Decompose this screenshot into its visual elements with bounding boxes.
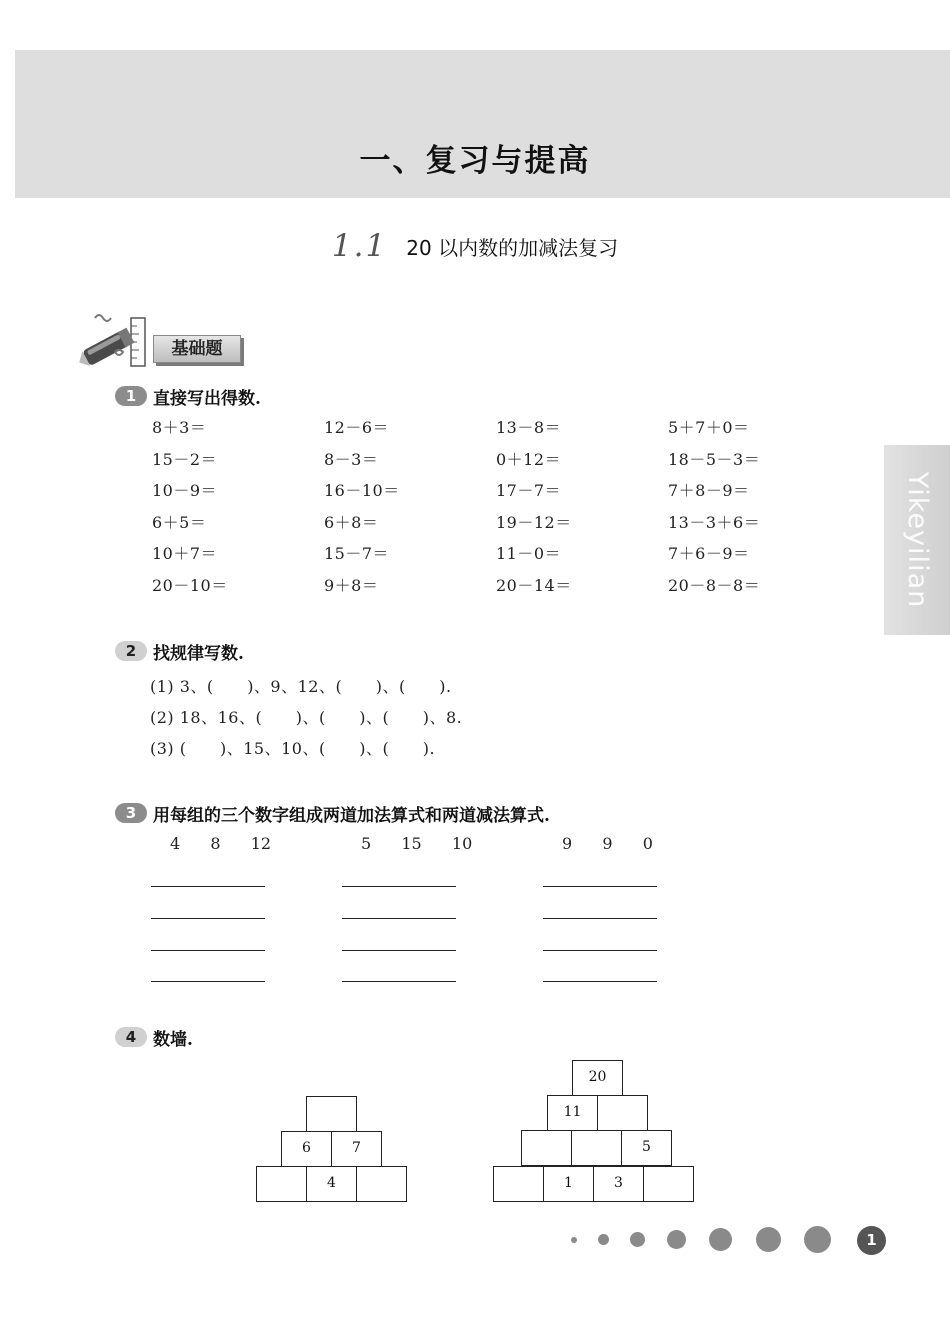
wall-brick[interactable]	[493, 1166, 544, 1202]
problem: 19－12＝	[496, 512, 572, 532]
problem: 15－2＝	[152, 449, 218, 469]
badge-label: 基础题	[153, 335, 241, 363]
decorative-dot	[709, 1228, 732, 1251]
pattern-line-2: (2) 18、16、( )、( )、( )、8.	[150, 708, 463, 727]
wall-brick: 5	[621, 1130, 672, 1166]
wall-brick[interactable]	[597, 1095, 648, 1131]
answer-line[interactable]	[543, 918, 657, 919]
question-4-header	[115, 1025, 193, 1049]
answer-line[interactable]	[151, 918, 265, 919]
wall-brick[interactable]	[306, 1096, 357, 1132]
answer-line[interactable]	[151, 981, 265, 982]
question-number-badge: 3	[115, 803, 147, 823]
question-prompt: 数墙.	[153, 1029, 193, 1050]
answer-line[interactable]	[342, 886, 456, 887]
problem: 11－0＝	[496, 544, 562, 564]
problem: 12－6＝	[324, 418, 390, 437]
section-title: 20 以内数的加减法复习	[406, 235, 619, 260]
pencil-ruler-icon	[75, 310, 155, 370]
problem: 10－9＝	[152, 481, 218, 501]
wall-brick[interactable]	[571, 1130, 622, 1166]
problem: 7＋6－9＝	[668, 544, 750, 564]
question-prompt: 用每组的三个数字组成两道加法算式和两道减法算式.	[153, 805, 550, 826]
question-number-badge: 2	[115, 641, 147, 661]
problem: 10＋7＝	[152, 544, 218, 564]
question-3-header	[115, 801, 550, 825]
problem: 13－3＋6＝	[668, 512, 761, 532]
digit-group-2: 5 15 10	[361, 834, 473, 853]
question-number-badge: 1	[115, 386, 147, 406]
problem: 15－7＝	[324, 544, 390, 564]
question-1-header	[115, 384, 261, 408]
wall-brick: 3	[593, 1166, 644, 1202]
wall-brick[interactable]	[521, 1130, 572, 1166]
wall-brick[interactable]	[256, 1166, 307, 1202]
problem: 7＋8－9＝	[668, 481, 750, 501]
problem: 6＋8＝	[324, 512, 379, 532]
problem: 16－10＝	[324, 481, 400, 501]
basic-problems-badge	[75, 310, 255, 375]
arithmetic-grid	[152, 416, 842, 606]
page-number: 1	[857, 1226, 886, 1255]
answer-line[interactable]	[543, 981, 657, 982]
answer-line[interactable]	[543, 886, 657, 887]
wall-brick[interactable]	[643, 1166, 694, 1202]
wall-brick: 6	[281, 1131, 332, 1167]
decorative-dot	[667, 1230, 686, 1249]
digit-group-3: 9 9 0	[562, 834, 653, 853]
wall-brick[interactable]	[356, 1166, 407, 1202]
decorative-dot	[804, 1226, 831, 1253]
problem: 20－10＝	[152, 575, 228, 595]
problem: 0＋12＝	[496, 449, 562, 469]
question-number-badge: 4	[115, 1027, 147, 1047]
wall-brick: 1	[543, 1166, 594, 1202]
problem: 20－14＝	[496, 575, 572, 595]
pattern-line-3: (3) ( )、15、10、( )、( ).	[150, 739, 436, 758]
wall-brick: 11	[547, 1095, 598, 1131]
problem: 6＋5＝	[152, 512, 207, 532]
problem: 17－7＝	[496, 481, 562, 501]
answer-line[interactable]	[342, 981, 456, 982]
chapter-title: 一、复习与提高	[359, 143, 591, 179]
problem: 20－8－8＝	[668, 575, 761, 595]
problem: 13－8＝	[496, 418, 562, 437]
question-2-header	[115, 639, 244, 663]
answer-line[interactable]	[543, 950, 657, 951]
decorative-dot	[571, 1237, 577, 1243]
answer-line[interactable]	[151, 886, 265, 887]
problem: 9＋8＝	[324, 575, 379, 595]
wall-brick: 7	[331, 1131, 382, 1167]
decorative-dot	[756, 1227, 781, 1252]
problem: 18－5－3＝	[668, 449, 761, 469]
decorative-dot	[598, 1234, 609, 1245]
section-number: 1.1	[331, 228, 388, 264]
pattern-line-1: (1) 3、( )、9、12、( )、( ).	[150, 677, 452, 696]
wall-brick: 20	[572, 1060, 623, 1096]
decorative-dot	[630, 1232, 645, 1247]
answer-line[interactable]	[342, 918, 456, 919]
problem: 8＋3＝	[152, 418, 207, 437]
wall-brick: 4	[306, 1166, 357, 1202]
digit-group-1: 4 8 12	[170, 834, 272, 853]
answer-line[interactable]	[342, 950, 456, 951]
answer-line[interactable]	[151, 950, 265, 951]
question-prompt: 直接写出得数.	[153, 388, 261, 409]
problem: 8－3＝	[324, 449, 379, 469]
problem: 5＋7＋0＝	[668, 418, 750, 437]
question-prompt: 找规律写数.	[153, 643, 244, 664]
side-tab-text: Yikeyilian	[902, 471, 933, 609]
section-heading	[0, 228, 950, 264]
side-tab	[884, 445, 950, 635]
